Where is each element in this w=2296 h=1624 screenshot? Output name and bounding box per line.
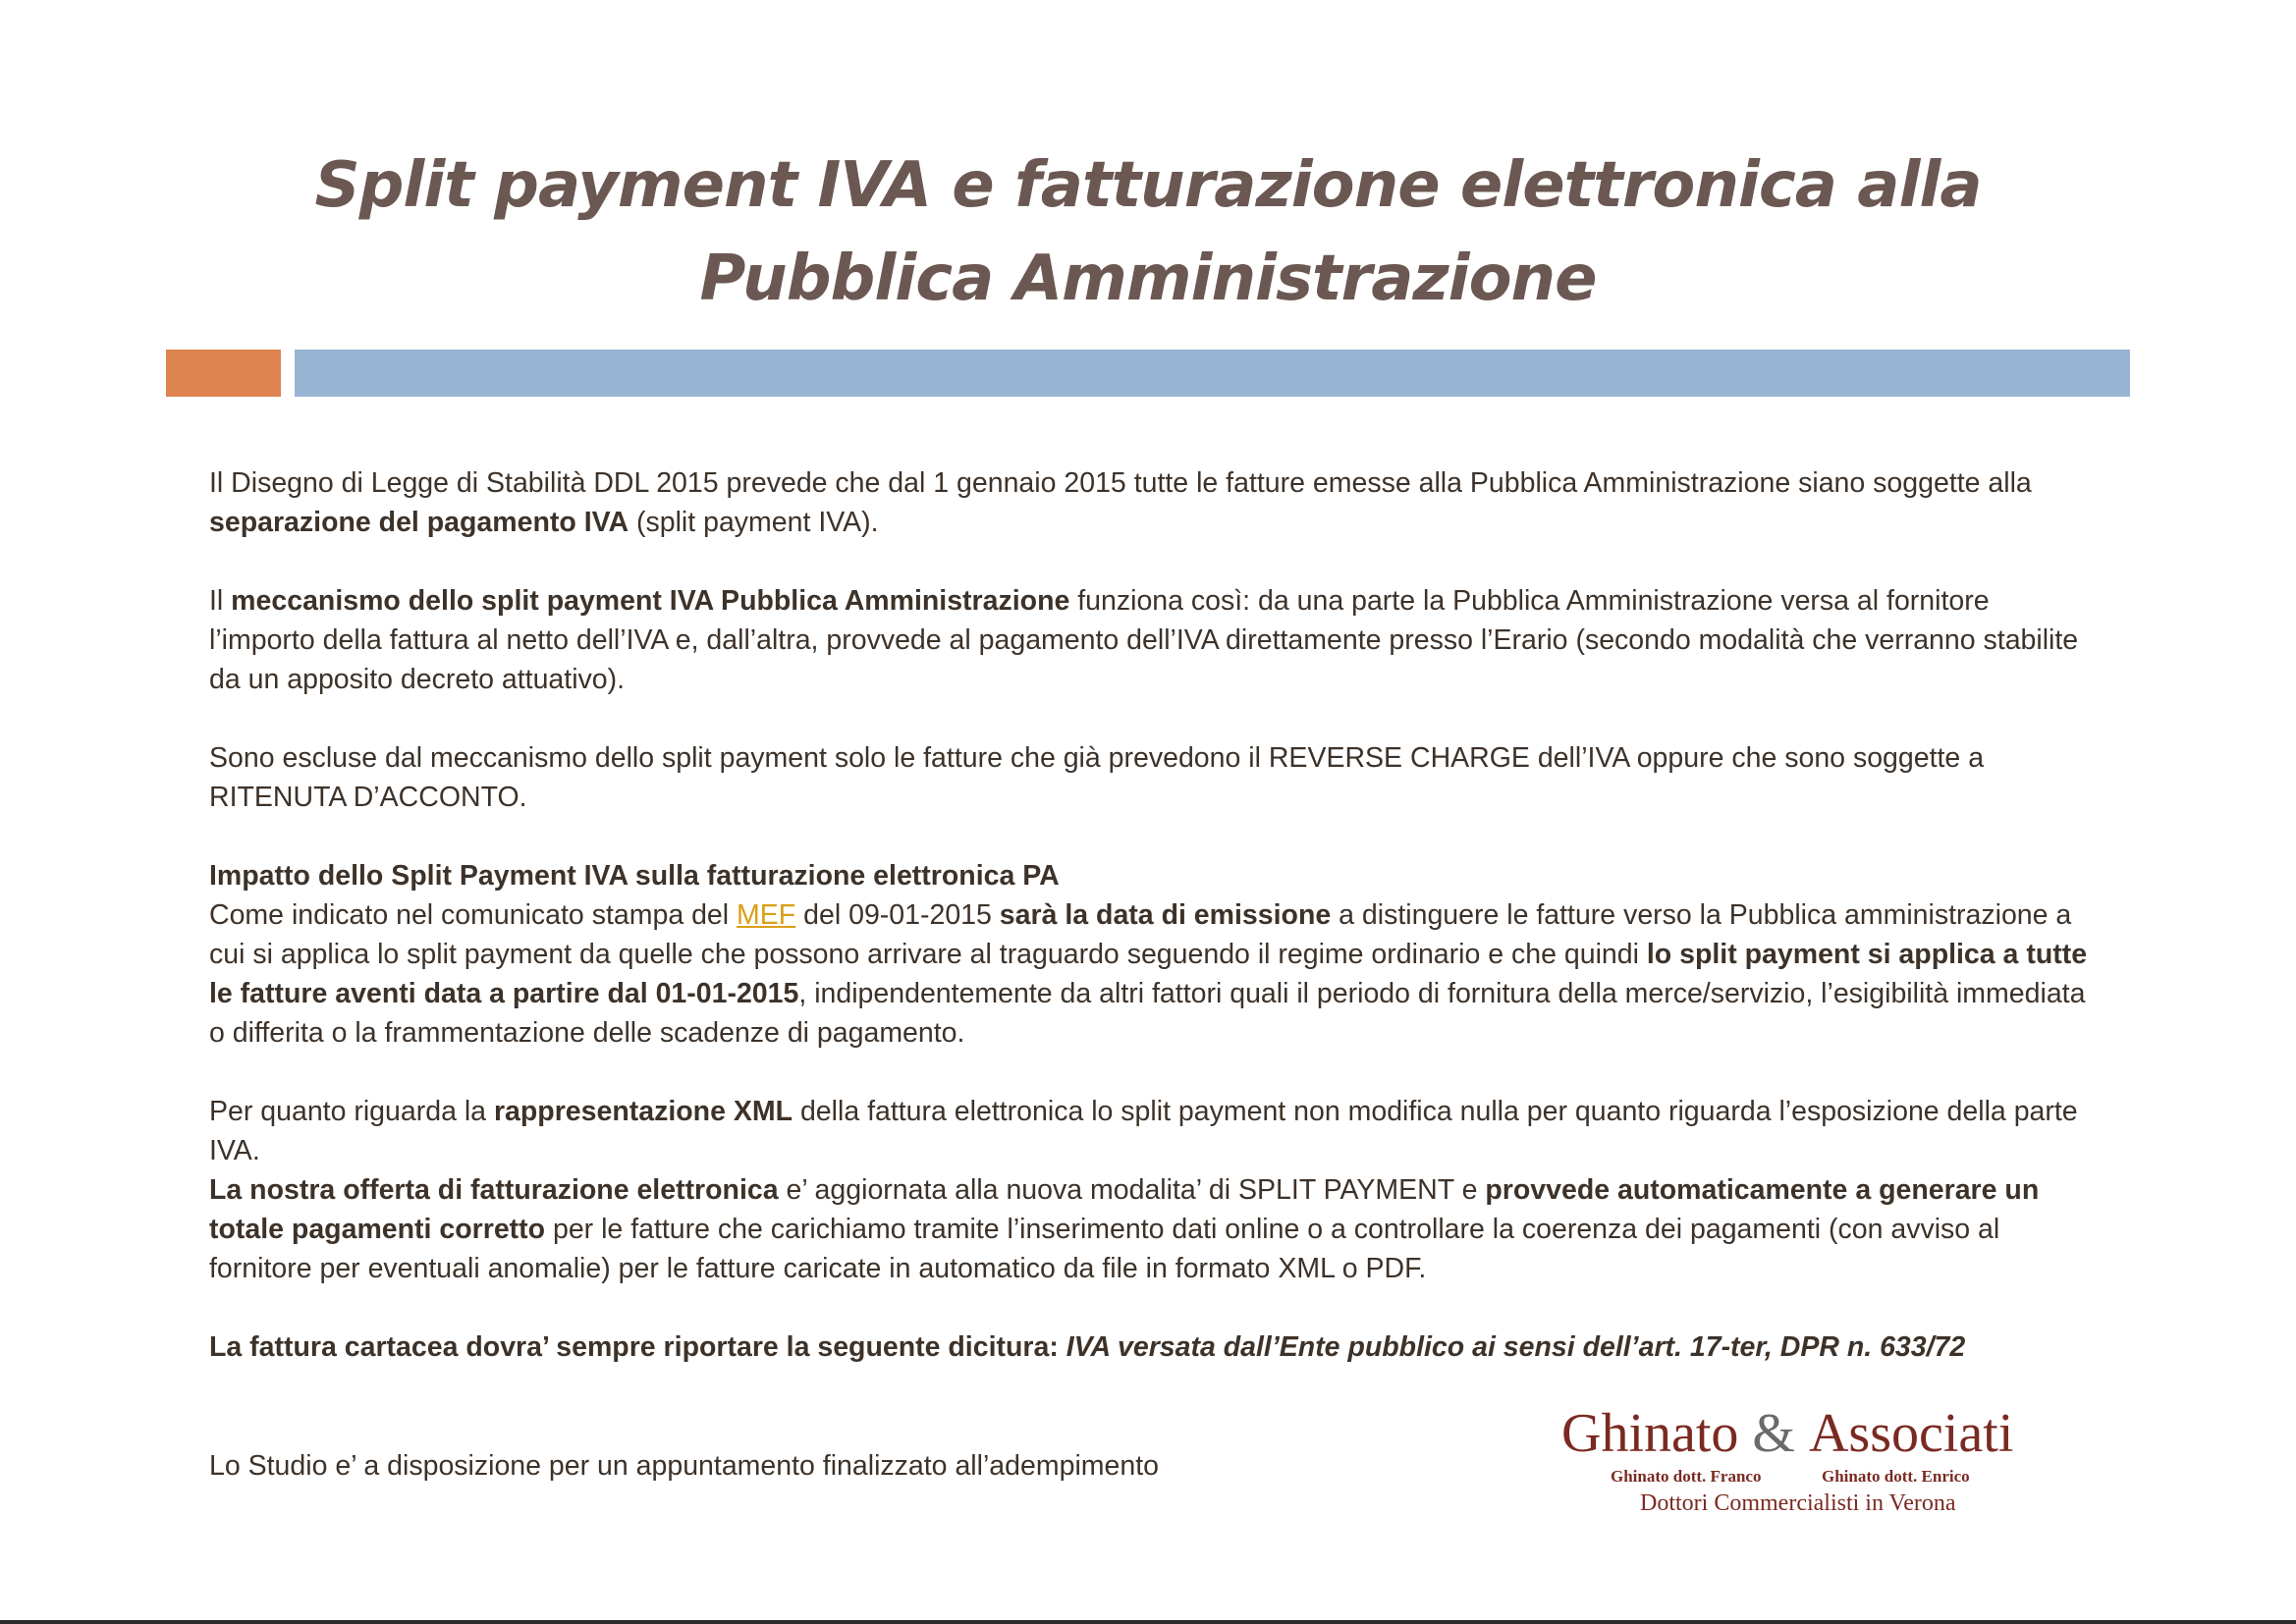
title-line-2: Pubblica Amministrazione — [699, 243, 1597, 315]
ampersand-icon: & — [1752, 1403, 1795, 1464]
mef-link[interactable]: MEF — [737, 899, 796, 931]
blue-accent-bar — [295, 350, 2130, 397]
studio-logo — [1561, 1402, 2072, 1520]
page-title — [0, 139, 2296, 326]
body-text — [209, 463, 2095, 1406]
logo-partner-1: Ghinato dott. Franco — [1611, 1467, 1762, 1486]
orange-accent-bar — [166, 350, 281, 397]
paragraph-impact: Impatto dello Split Payment IVA sulla fatturazione elettronica PA Come indicato nel comunicato stampa del MEF del 09-01-2015 sarà la data di emissione a distinguere le fatture verso la Pubblica amministrazione a cui si applica lo split payment da quelle che possono arrivare al traguardo seguendo il regime ordinario e che quindi lo split payment si applica a tutte le fatture aventi data a partire dal 01-01-2015, indipendentemente da altri fattori quali il periodo di fornitura della merce/servizio, l’esigibilità immediata o differita o la frammentazione delle scadenze di pagamento. — [209, 860, 2088, 1049]
paragraph-mechanism: Il meccanismo dello split payment IVA Pubblica Amministrazione funziona così: da una parte la Pubblica Amministrazione versa al fornitore l’importo della fattura al netto dell’IVA e, dall’altra, provvede al pagamento dell’IVA direttamente presso l’Erario (secondo modalità che verranno stabilite da un apposito decreto attuativo). — [209, 585, 2079, 695]
logo-tagline: Dottori Commercialisti in Verona — [1640, 1490, 1956, 1516]
logo-wordmark: Ghinato & Associati — [1561, 1403, 2014, 1464]
logo-partner-2: Ghinato dott. Enrico — [1822, 1467, 1970, 1486]
paragraph-exclusions: Sono escluse dal meccanismo dello split payment solo le fatture che già prevedono il REVERSE CHARGE dell’IVA oppure che sono soggette a RITENUTA D’ACCONTO. — [209, 742, 1985, 813]
impact-heading: Impatto dello Split Payment IVA sulla fatturazione elettronica PA — [209, 860, 1060, 892]
paragraph-split-payment-intro: Il Disegno di Legge di Stabilità DDL 2015 prevede che dal 1 gennaio 2015 tutte le fatture emesse alla Pubblica Amministrazione siano soggette alla separazione del pagamento IVA (split payment IVA). — [209, 467, 2032, 538]
closing-note: Lo Studio e’ a disposizione per un appuntamento finalizzato all’adempimento — [209, 1450, 1159, 1482]
paragraph-offer: La nostra offerta di fatturazione elettronica e’ aggiornata alla nuova modalita’ di SPLIT PAYMENT e provvede automaticamente a generare un totale pagamenti corretto per le fatture che carichiamo tramite l’inserimento dati online o a controllare la coerenza dei pagamenti (con avviso al fornitore per eventuali anomalie) per le fatture caricate in automatico da file in formato XML o PDF. — [209, 1174, 2040, 1284]
paragraph-xml: Per quanto riguarda la rappresentazione XML della fattura elettronica lo split payment non modifica nulla per quanto riguarda l’esposizione della parte IVA. — [209, 1096, 2078, 1166]
title-line-1: Split payment IVA e fatturazione elettronica alla — [314, 149, 1982, 222]
paragraph-paper-invoice: La fattura cartacea dovra’ sempre riportare la seguente dicitura: IVA versata dall’Ente pubblico ai sensi dell’art. 17-ter, DPR n. 633/72 — [209, 1331, 1966, 1363]
page-border-line — [0, 1620, 2296, 1624]
